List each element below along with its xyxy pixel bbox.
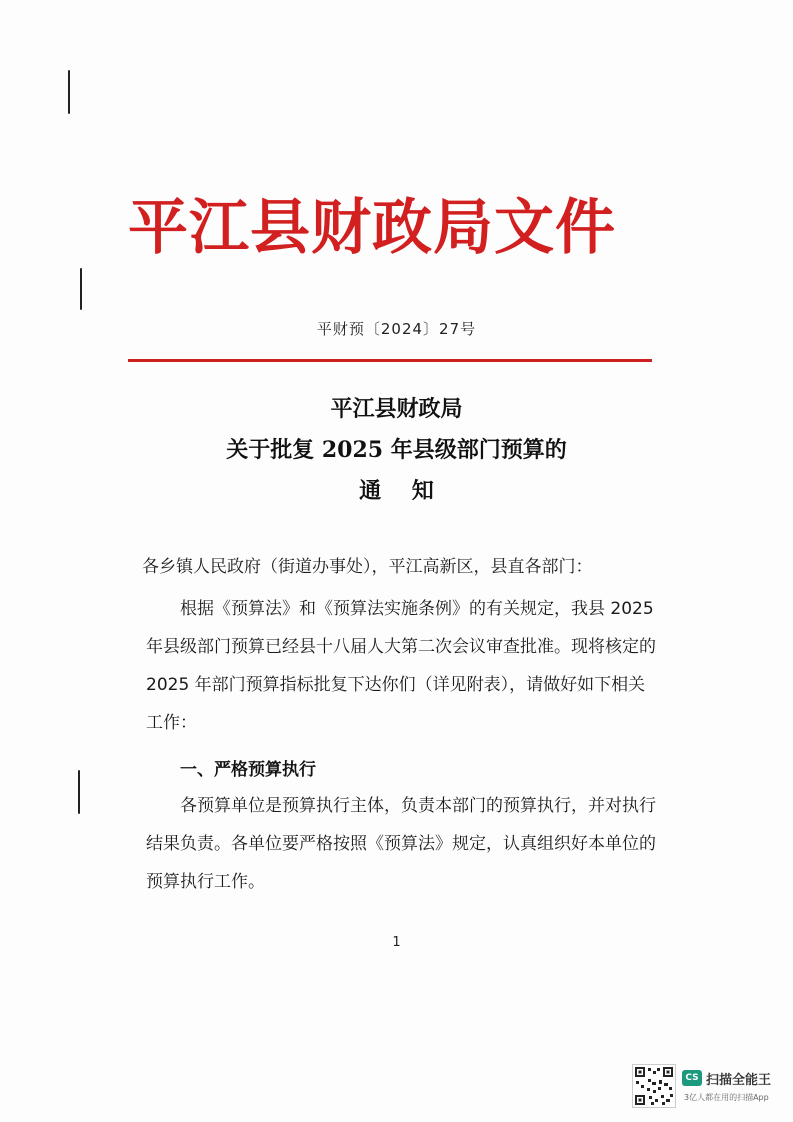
document-number: 平财预〔2024〕27号	[316, 320, 477, 338]
notice-title-line-3: 通 知	[359, 478, 434, 504]
scanner-app-name: 扫描全能王	[706, 1073, 772, 1088]
qr-code-icon	[632, 1064, 676, 1108]
salutation-text: 各乡镇人民政府（街道办事处），平江高新区，县直各部门：	[142, 557, 593, 577]
binding-mark	[78, 770, 80, 814]
body-paragraph-2	[146, 787, 658, 901]
document-header-title: 平江县财政局文件	[128, 193, 616, 263]
paragraph-2-text: 各预算单位是预算执行主体，负责本部门的预算执行，并对执行结果负责。各单位要严格按照《预算法》规定，认真组织好本单位的预算执行工作。	[146, 796, 656, 892]
notice-title-line-1: 平江县财政局	[330, 396, 463, 422]
salutation	[142, 548, 662, 586]
binding-mark	[80, 268, 82, 310]
notice-title-line-2: 关于批复 2025 年县级部门预算的	[226, 437, 567, 463]
scanner-tagline: 3亿人都在用的扫描App	[684, 1093, 769, 1102]
header-red-rule	[128, 359, 652, 362]
body-paragraph-1	[146, 590, 658, 742]
page-number: 1	[392, 935, 401, 950]
section-heading-1: 一、严格预算执行	[180, 760, 316, 780]
scanner-watermark	[632, 1064, 782, 1110]
binding-mark	[68, 70, 70, 114]
camscanner-logo-icon: CS	[682, 1070, 702, 1086]
paragraph-1-text: 根据《预算法》和《预算法实施条例》的有关规定，我县 2025 年县级部门预算已经县十八届人大第二次会议审查批准。现将核定的 2025 年部门预算指标批复下达你们（详见附表），请做好如下相关工作：	[146, 599, 656, 733]
